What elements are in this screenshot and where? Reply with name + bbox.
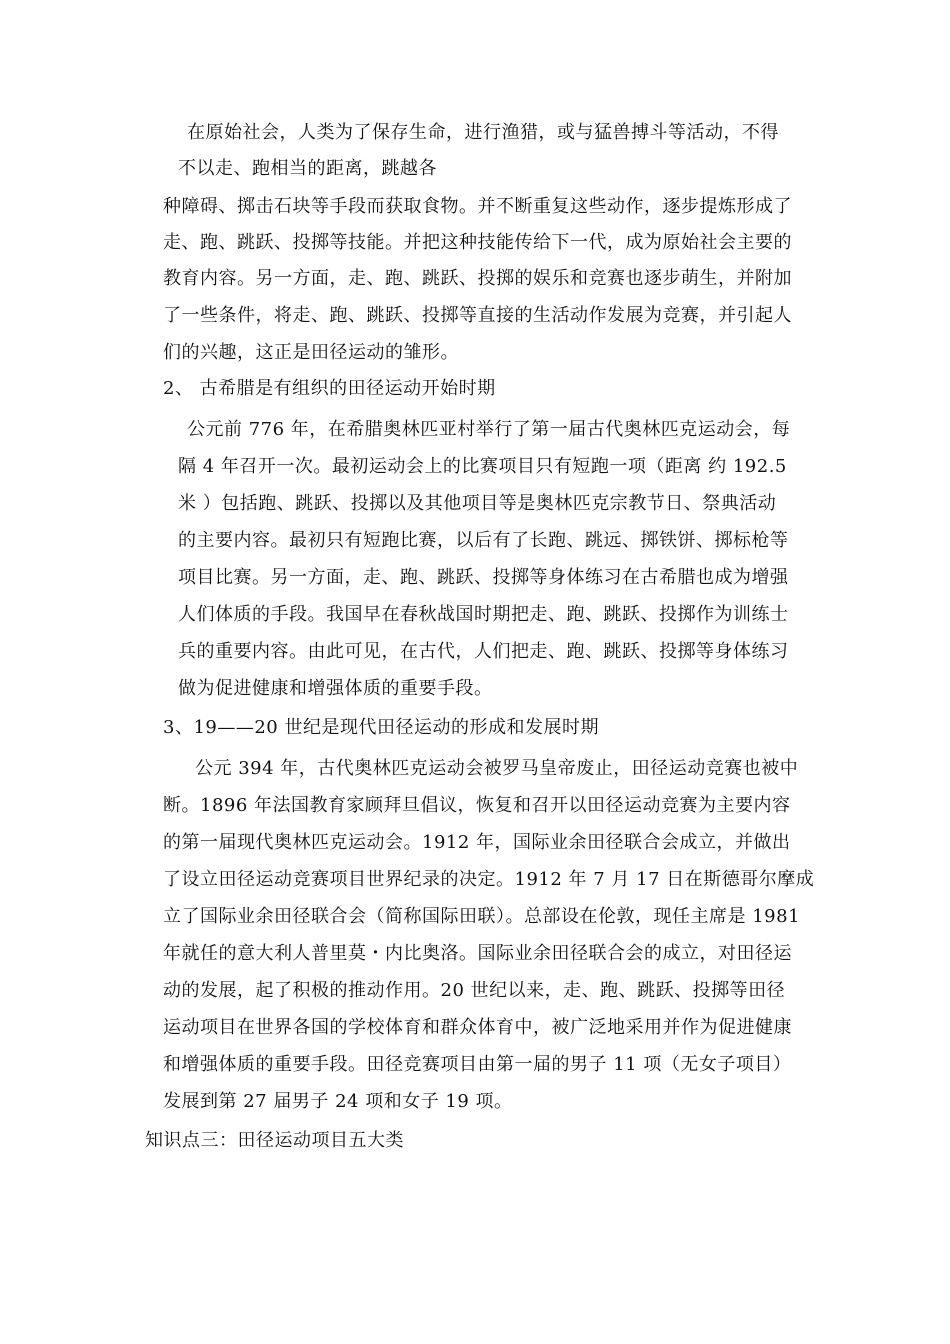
section3-line-6: 年就任的意大利人普里莫・内比奥洛。国际业余田径联合会的成立，对田径运 bbox=[163, 943, 792, 964]
section3-line-3: 的第一届现代奥林匹克运动会。1912 年，国际业余田径联合会成立，并做出 bbox=[163, 832, 791, 853]
section3-heading: 3、19——20 世纪是现代田径运动的形成和发展时期 bbox=[163, 717, 599, 738]
section2-line-7: 兵的重要内容。由此可见，在古代，人们把走、跑、跳跃、投掷等身体练习 bbox=[178, 641, 789, 662]
section1-line-1: 在原始社会，人类为了保存生命，进行渔猎，或与猛兽搏斗等活动，不得 bbox=[187, 122, 779, 143]
section2-line-5: 项目比赛。另一方面，走、跑、跳跃、投掷等身体练习在古希腊也成为增强 bbox=[178, 567, 789, 588]
section2-line-8: 做为促进健康和增强体质的重要手段。 bbox=[178, 678, 493, 699]
section2-heading: 2、 古希腊是有组织的田径运动开始时期 bbox=[163, 378, 496, 399]
section2-line-4: 的主要内容。最初只有短跑比赛，以后有了长跑、跳远、掷铁饼、掷标枪等 bbox=[178, 530, 789, 551]
knowledge-point-heading: 知识点三：田径运动项目五大类 bbox=[145, 1130, 404, 1151]
section3-line-10: 发展到第 27 届男子 24 项和女子 19 项。 bbox=[163, 1091, 513, 1112]
section1-line-2: 不以走、跑相当的距离，跳越各 bbox=[178, 158, 437, 179]
section1-line-3: 种障碍、掷击石块等手段而获取食物。并不断重复这些动作，逐步提炼形成了 bbox=[163, 196, 792, 217]
section2-line-2: 隔 4 年召开一次。最初运动会上的比赛项目只有短跑一项（距离 约 192.5 bbox=[178, 456, 787, 477]
section2-line-6: 人们体质的手段。我国早在春秋战国时期把走、跑、跳跃、投掷作为训练士 bbox=[178, 604, 789, 625]
section3-line-7: 动的发展，起了积极的推动作用。20 世纪以来，走、跑、跳跃、投掷等田径 bbox=[163, 980, 786, 1001]
section1-line-4: 走、跑、跳跃、投掷等技能。并把这种技能传给下一代，成为原始社会主要的 bbox=[163, 232, 792, 253]
section2-line-1: 公元前 776 年，在希腊奥林匹亚村举行了第一届古代奥林匹克运动会，每 bbox=[187, 419, 791, 440]
section2-line-3: 米 ）包括跑、跳跃、投掷以及其他项目等是奥林匹克宗教节日、祭典活动 bbox=[178, 493, 777, 514]
section3-line-2: 断。1896 年法国教育家顾拜旦倡议，恢复和召开以田径运动竞赛为主要内容 bbox=[163, 795, 791, 816]
section3-line-4: 了设立田径运动竞赛项目世界纪录的决定。1912 年 7 月 17 日在斯德哥尔摩成 bbox=[163, 869, 815, 890]
section3-line-8: 运动项目在世界各国的学校体育和群众体育中，被广泛地采用并作为促进健康 bbox=[163, 1017, 792, 1038]
section3-line-9: 和增强体质的重要手段。田径竞赛项目由第一届的男子 11 项（无女子项目） bbox=[163, 1054, 792, 1075]
section1-line-7: 们的兴趣，这正是田径运动的雏形。 bbox=[163, 342, 459, 363]
section3-line-1: 公元 394 年，古代奥林匹克运动会被罗马皇帝废止，田径运动竞赛也被中 bbox=[195, 758, 799, 779]
section1-line-6: 了一些条件，将走、跑、跳跃、投掷等直接的生活动作发展为竞赛，并引起人 bbox=[163, 305, 792, 326]
section3-line-5: 立了国际业余田径联合会（简称国际田联）。总部设在伦敦，现任主席是 1981 bbox=[163, 906, 801, 927]
section1-line-5: 教育内容。另一方面，走、跑、跳跃、投掷的娱乐和竞赛也逐步萌生，并附加 bbox=[163, 268, 792, 289]
